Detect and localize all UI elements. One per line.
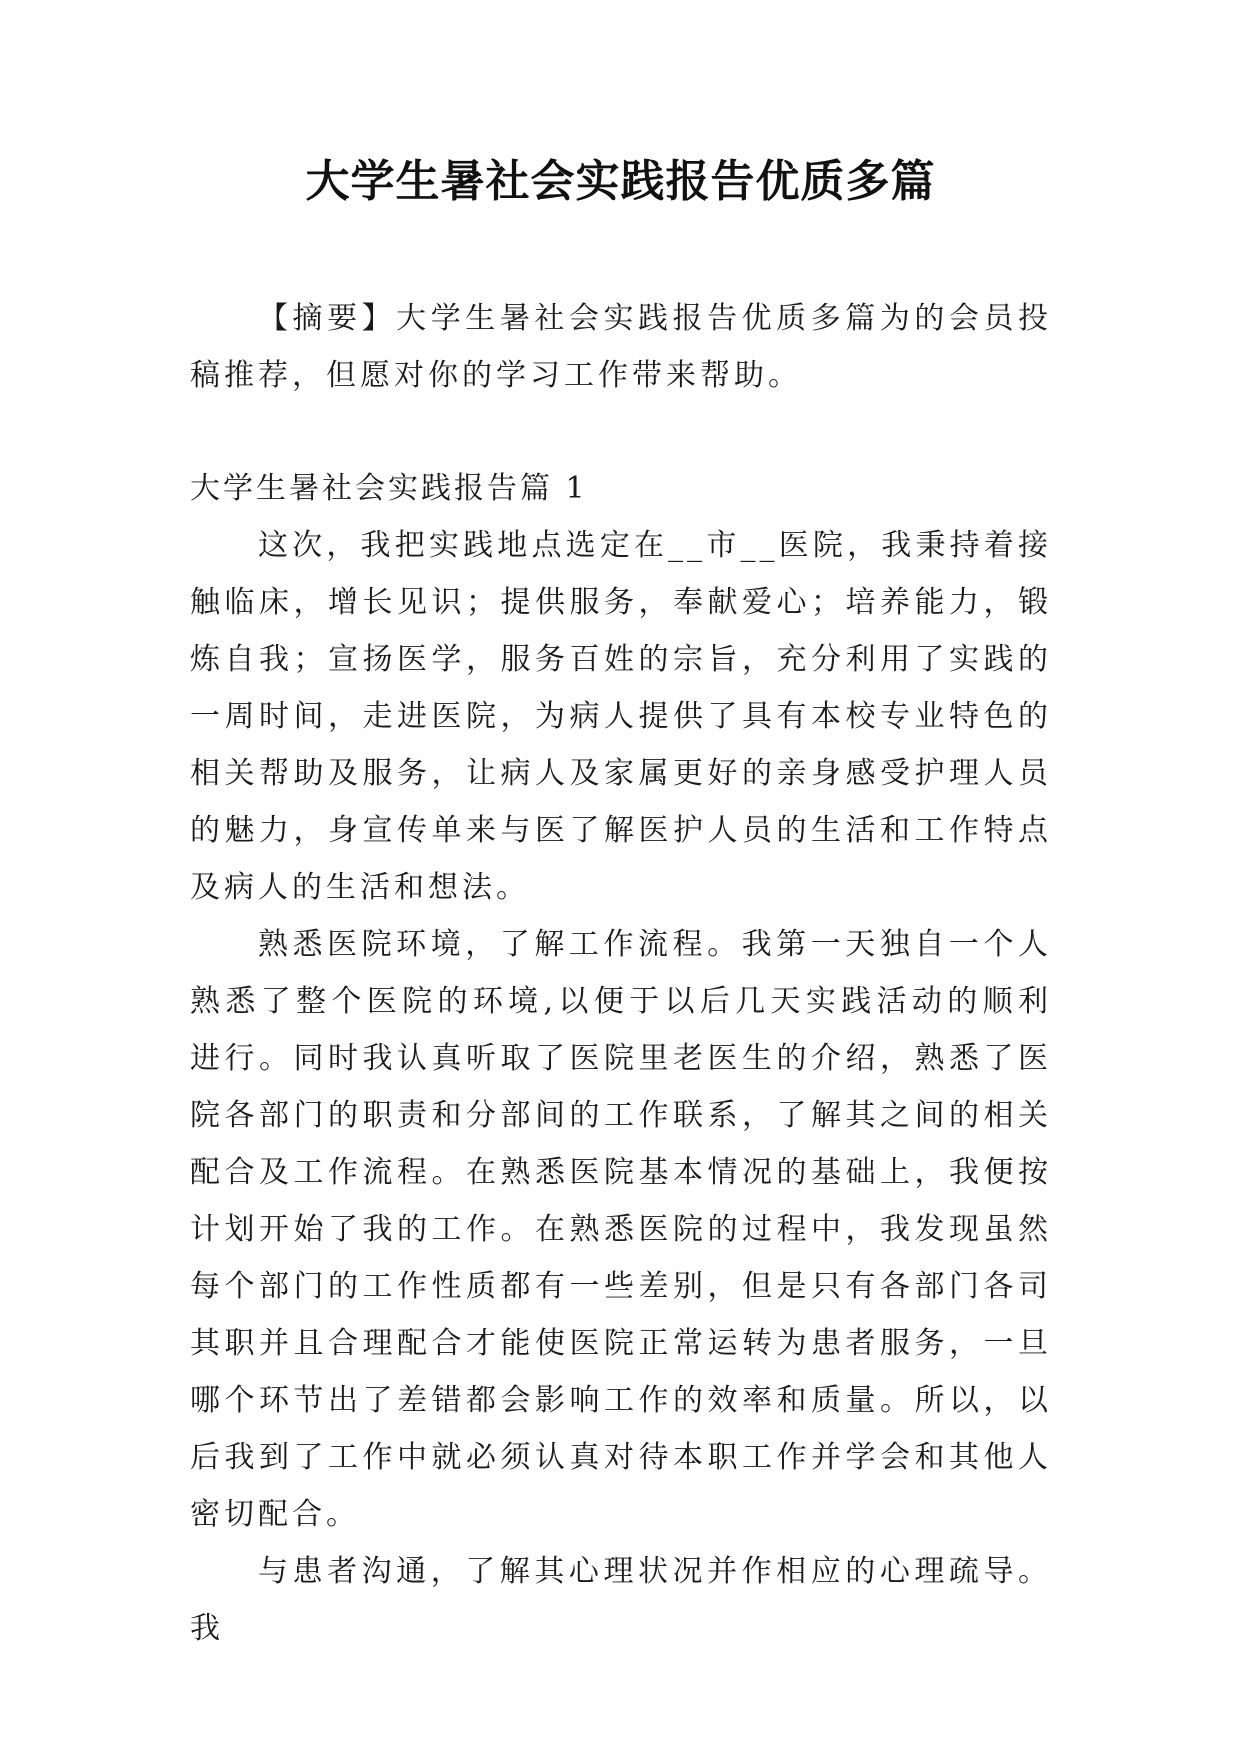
- body-paragraph-1: 这次，我把实践地点选定在__市__医院，我秉持着接触临床，增长见识；提供服务，奉献爱心；培养能力，锻炼自我；宣扬医学，服务百姓的宗旨，充分利用了实践的一周时间，走进医院，为病人提供了具有本校专业特色的相关帮助及服务，让病人及家属更好的亲身感受护理人员的魅力，身宣传单来与医了解医护人员的生活和工作特点及病人的生活和想法。: [190, 528, 1052, 905]
- abstract-paragraph: 【摘要】大学生暑社会实践报告优质多篇为的会员投稿推荐，但愿对你的学习工作带来帮助。: [190, 301, 1052, 393]
- document-title: 大学生暑社会实践报告优质多篇: [305, 156, 936, 207]
- body-paragraph-2: 熟悉医院环境，了解工作流程。我第一天独自一个人熟悉了整个医院的环境,以便于以后几天实践活动的顺利进行。同时我认真听取了医院里老医生的介绍，熟悉了医院各部门的职责和分部间的工作联系，了解其之间的相关配合及工作流程。在熟悉医院基本情况的基础上，我便按计划开始了我的工作。在熟悉医院的过程中，我发现虽然每个部门的工作性质都有一些差别，但是只有各部门各司其职并且合理配合才能使医院正常运转为患者服务，一旦哪个环节出了差错都会影响工作的效率和质量。所以，以后我到了工作中就必须认真对待本职工作并学会和其他人密切配合。: [190, 927, 1052, 1532]
- document-body: [190, 290, 1052, 1657]
- section-heading: 大学生暑社会实践报告篇 1: [190, 471, 588, 506]
- body-paragraph-3: 与患者沟通，了解其心理状况并作相应的心理疏导。我: [190, 1554, 1052, 1646]
